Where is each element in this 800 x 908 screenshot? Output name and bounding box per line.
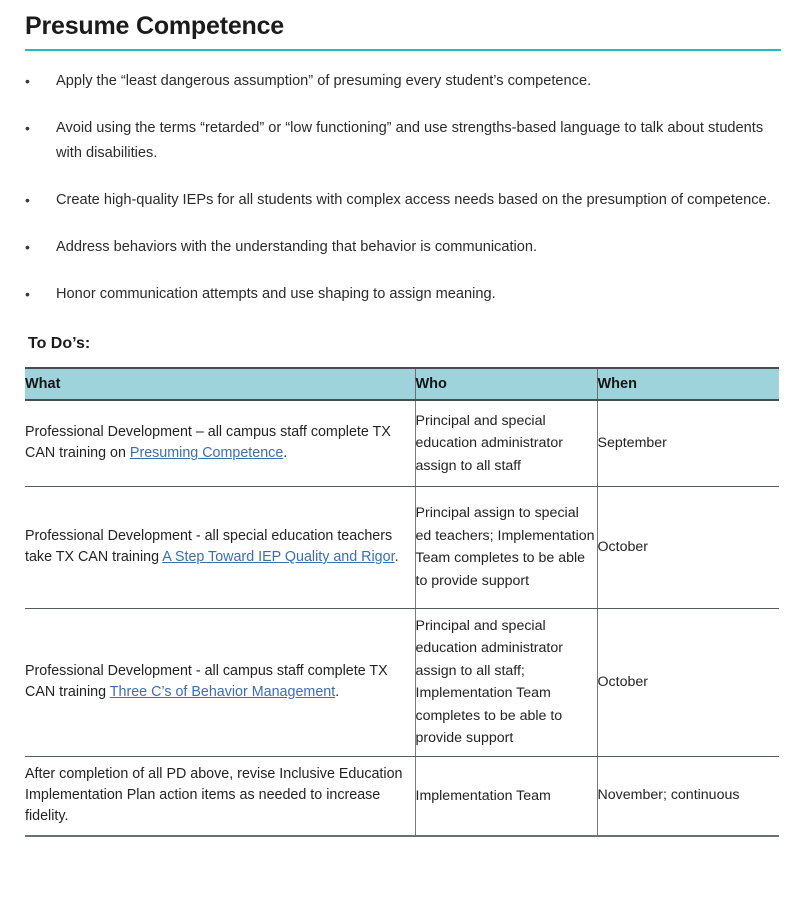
column-header-what: What bbox=[25, 368, 415, 400]
training-link[interactable]: A Step Toward IEP Quality and Rigor bbox=[162, 549, 395, 565]
cell-who: Implementation Team bbox=[415, 756, 597, 836]
table-body bbox=[25, 400, 779, 836]
table-header bbox=[25, 368, 779, 400]
cell-what bbox=[25, 756, 415, 836]
cell-what-text-before: After completion of all PD above, revise Inclusive Education Implementation Plan action items as needed to increase fidelity. bbox=[25, 766, 403, 825]
todo-table bbox=[25, 367, 779, 837]
cell-who: Principal and special education administrator assign to all staff bbox=[415, 400, 597, 486]
table-row bbox=[25, 400, 779, 486]
list-item bbox=[22, 282, 778, 307]
cell-when: September bbox=[597, 400, 779, 486]
list-item-text: Create high-quality IEPs for all students with complex access needs based on the presumption of competence. bbox=[56, 192, 771, 208]
bullet-icon: • bbox=[25, 286, 30, 302]
table-row bbox=[25, 608, 779, 756]
cell-when: October bbox=[597, 608, 779, 756]
cell-what-text-before: Professional Development – all campus staff complete TX CAN training on bbox=[25, 424, 391, 462]
table-row bbox=[25, 756, 779, 836]
column-header-who: Who bbox=[415, 368, 597, 400]
cell-what-text-before: Professional Development - all campus staff complete TX CAN training bbox=[25, 663, 388, 700]
training-link[interactable]: Presuming Competence bbox=[129, 445, 284, 462]
cell-what bbox=[25, 608, 415, 756]
list-item-text: Honor communication attempts and use shaping to assign meaning. bbox=[56, 286, 496, 302]
cell-what bbox=[25, 486, 415, 608]
list-item bbox=[22, 188, 778, 213]
cell-what-text-after: . bbox=[283, 445, 288, 462]
list-item bbox=[22, 69, 778, 94]
cell-who: Principal and special education administrator assign to all staff; Implementation Team completes to be able to provide support bbox=[415, 608, 597, 756]
page-title: Presume Competence bbox=[25, 12, 284, 40]
cell-what-text-before: Professional Development - all special education teachers take TX CAN training bbox=[25, 528, 393, 565]
table-row bbox=[25, 486, 779, 608]
list-item bbox=[22, 235, 778, 260]
todo-section-heading: To Do’s: bbox=[28, 335, 91, 352]
cell-what-text-after: . bbox=[335, 684, 340, 700]
bullet-icon: • bbox=[25, 239, 30, 255]
presume-competence-bullet-list bbox=[22, 51, 778, 307]
cell-who: Principal assign to special ed teachers; Implementation Team completes to be able to provide support bbox=[415, 486, 597, 608]
list-item-text: Apply the “least dangerous assumption” of presuming every student’s competence. bbox=[56, 73, 592, 89]
cell-what bbox=[25, 400, 415, 486]
bullet-icon: • bbox=[25, 73, 30, 89]
list-item-text: Address behaviors with the understanding that behavior is communication. bbox=[56, 239, 538, 255]
training-link[interactable]: Three C’s of Behavior Management bbox=[109, 684, 336, 700]
bullet-icon: • bbox=[25, 120, 30, 136]
table-header-row bbox=[25, 368, 779, 400]
cell-when: November; continuous bbox=[597, 756, 779, 836]
bullet-icon: • bbox=[25, 192, 30, 208]
column-header-when: When bbox=[597, 368, 779, 400]
list-item-text: Avoid using the terms “retarded” or “low functioning” and use strengths-based language to talk about students with disabilities. bbox=[56, 120, 764, 161]
list-item bbox=[22, 116, 778, 166]
cell-when: October bbox=[597, 486, 779, 608]
cell-what-text-after: . bbox=[394, 549, 399, 565]
